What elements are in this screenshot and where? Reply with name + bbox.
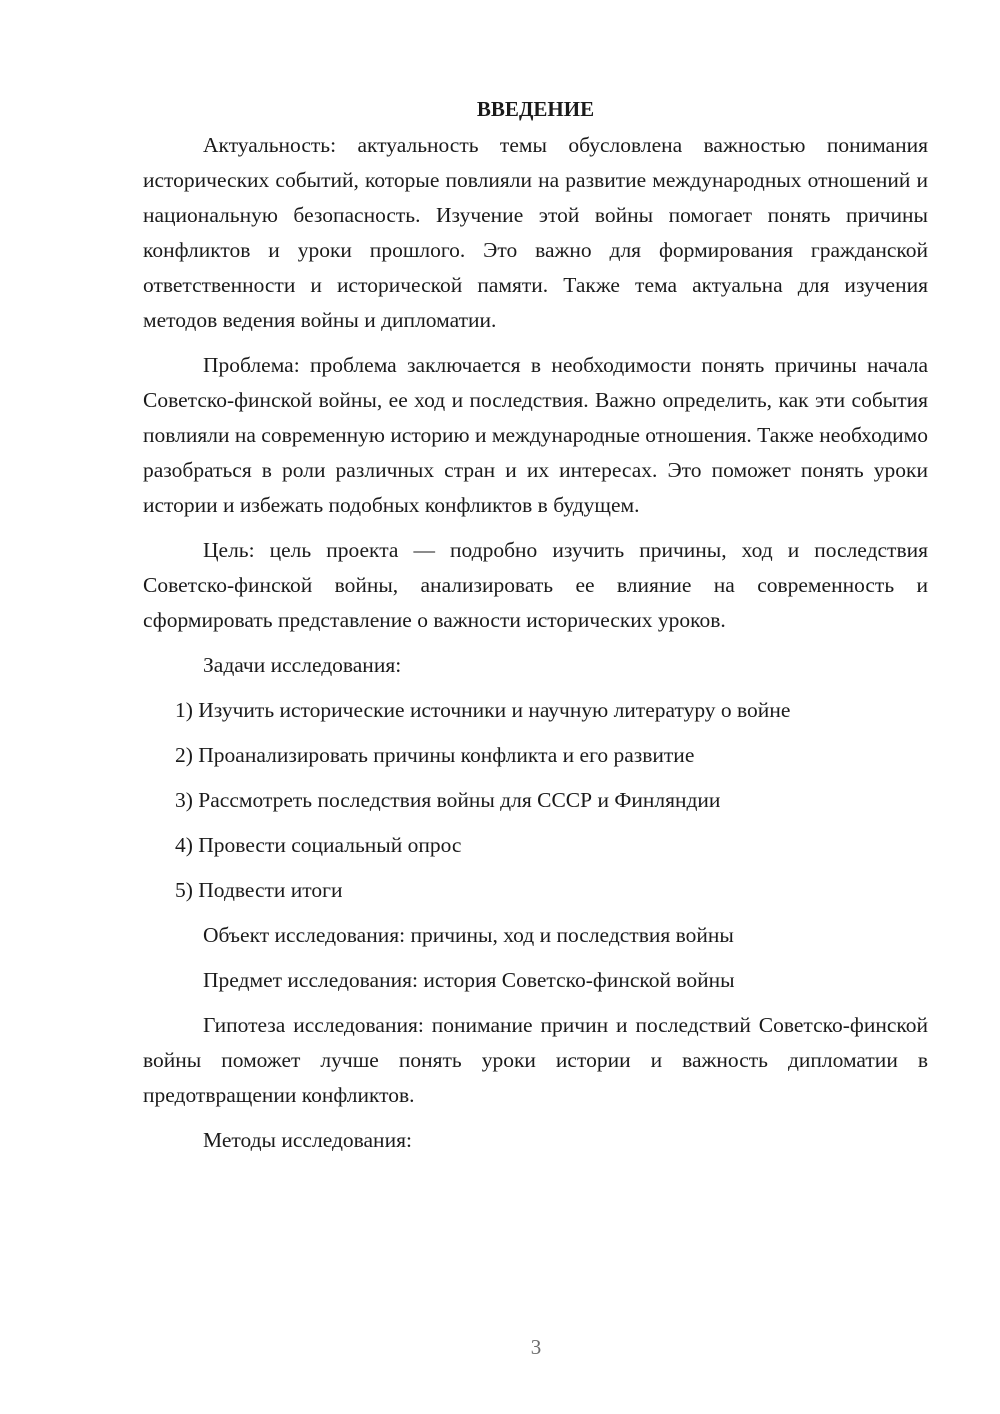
research-object: Объект исследования: причины, ход и последствия войны — [203, 923, 734, 947]
page-number: 3 — [530, 1335, 542, 1359]
goal-paragraph: Цель: цель проекта — подробно изучить причины, ход и последствия Советско-финской войны, анализировать ее влияние на современность и сформировать представление о важности исторических уроков. — [143, 538, 928, 632]
relevance-paragraph: Актуальность: актуальность темы обусловлена важностью понимания исторических событий, которые повлияли на развитие международных отношений и национальную безопасность. Изучение этой войны помогает понять причины конфликтов и уроки прошлого. Это важно для формирования гражданской ответственности и исторической памяти. Также тема актуальна для изучения методов ведения войны и дипломатии. — [143, 133, 928, 332]
hypothesis-paragraph: Гипотеза исследования: понимание причин и последствий Советско-финской войны поможет лучше понять уроки истории и важность дипломатии в предотвращении конфликтов. — [143, 1013, 928, 1107]
section-title: ВВЕДЕНИЕ — [476, 97, 595, 121]
research-subject: Предмет исследования: история Советско-финской войны — [203, 968, 735, 992]
problem-paragraph: Проблема: проблема заключается в необходимости понять причины начала Советско-финской войны, ее ход и последствия. Важно определить, как эти события повлияли на современную историю и международные отношения. Также необходимо разобраться в роли различных стран и их интересах. Это поможет понять уроки истории и избежать подобных конфликтов в будущем. — [143, 353, 929, 517]
list-item: 1) Изучить исторические источники и научную литературу о войне — [175, 698, 791, 722]
tasks-heading: Задачи исследования: — [203, 653, 402, 677]
list-item: 2) Проанализировать причины конфликта и его развитие — [175, 743, 695, 767]
list-item: 4) Провести социальный опрос — [175, 833, 462, 857]
methods-heading: Методы исследования: — [203, 1128, 412, 1152]
tasks-list — [143, 693, 928, 908]
list-item: 3) Рассмотреть последствия войны для СССР и Финляндии — [175, 788, 721, 812]
list-item: 5) Подвести итоги — [175, 878, 343, 902]
page-body — [143, 92, 928, 1168]
